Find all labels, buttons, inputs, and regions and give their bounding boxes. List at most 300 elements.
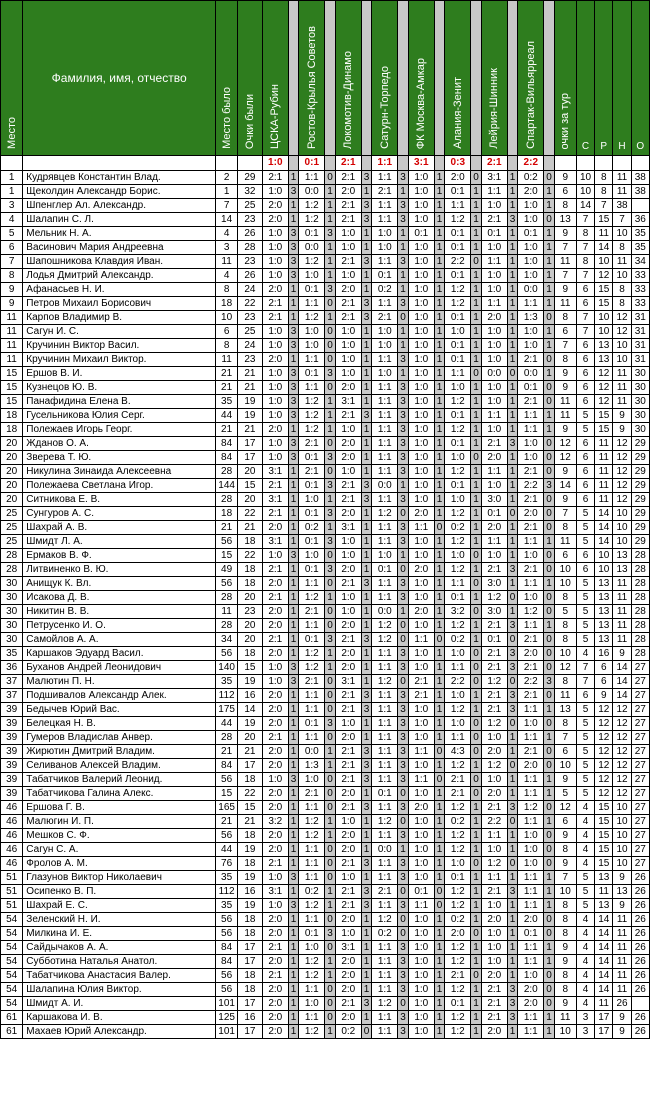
- stat-o: 31: [631, 311, 649, 325]
- match-points-cell: 0: [471, 577, 481, 591]
- prediction-cell: 2:0: [445, 171, 471, 185]
- match-points-cell: 3: [398, 577, 408, 591]
- prediction-cell: 1:1: [408, 745, 434, 759]
- prediction-cell: 0:1: [481, 227, 507, 241]
- match-points-cell: 3: [288, 871, 298, 885]
- stat-s: 6: [576, 367, 594, 381]
- prediction-cell: 1:1: [481, 409, 507, 423]
- stat-s: 5: [576, 885, 594, 899]
- prediction-cell: 1:2: [445, 619, 471, 633]
- stat-n: 14: [613, 689, 631, 703]
- match-points-cell: 0: [544, 829, 554, 843]
- prediction-cell: 1:1: [518, 815, 544, 829]
- match-points-cell: 3: [361, 409, 371, 423]
- player-name: Шапошникова Клавдия Иван.: [23, 255, 216, 269]
- player-name: Шахрай А. В.: [23, 521, 216, 535]
- points-before: 25: [238, 199, 262, 213]
- stat-s: 5: [576, 745, 594, 759]
- stat-n: 14: [613, 675, 631, 689]
- stat-r: 14: [595, 913, 613, 927]
- match-points-cell: 1: [507, 913, 517, 927]
- stat-r: 11: [595, 493, 613, 507]
- prediction-cell: 1:2: [299, 255, 325, 269]
- player-name: Милкина И. Е.: [23, 927, 216, 941]
- match-points-cell: 3: [398, 717, 408, 731]
- match-points-cell: 1: [288, 913, 298, 927]
- stat-n: 12: [613, 703, 631, 717]
- match-points-cell: 1: [434, 451, 444, 465]
- stat-n: 13: [613, 885, 631, 899]
- stat-r: 11: [595, 437, 613, 451]
- points-before: 15: [238, 479, 262, 493]
- prediction-cell: 1:1: [408, 521, 434, 535]
- prediction-cell: 1:1: [372, 199, 398, 213]
- place-before: 35: [215, 395, 237, 409]
- stat-r: 12: [595, 269, 613, 283]
- place-before: 15: [215, 549, 237, 563]
- stat-n: 12: [613, 717, 631, 731]
- place-before: 11: [215, 605, 237, 619]
- prediction-cell: 1:2: [445, 885, 471, 899]
- prediction-cell: 1:0: [262, 339, 288, 353]
- points-before: 18: [238, 969, 262, 983]
- match-points-cell: 3: [398, 353, 408, 367]
- match-points-cell: 3: [398, 801, 408, 815]
- match-points-cell: 1: [288, 563, 298, 577]
- prediction-cell: 1:1: [481, 829, 507, 843]
- player-name: Литвиненко В. Ю.: [23, 563, 216, 577]
- stat-o: 29: [631, 479, 649, 493]
- prediction-cell: 1:0: [518, 241, 544, 255]
- match-points-cell: 1: [471, 269, 481, 283]
- prediction-cell: 1:1: [372, 661, 398, 675]
- match-points-cell: 1: [398, 227, 408, 241]
- match-points-cell: 3: [398, 745, 408, 759]
- player-name: Махаев Юрий Александр.: [23, 1025, 216, 1039]
- place-before: 21: [215, 521, 237, 535]
- points-before: 24: [238, 339, 262, 353]
- stat-o: 26: [631, 1011, 649, 1025]
- table-row: [1, 199, 650, 213]
- prediction-cell: 2:1: [299, 675, 325, 689]
- table-row: [1, 437, 650, 451]
- prediction-cell: 1:1: [372, 423, 398, 437]
- prediction-cell: 2:1: [481, 563, 507, 577]
- match-points-cell: 1: [288, 605, 298, 619]
- stat-o: 26: [631, 899, 649, 913]
- match-points-cell: 0: [507, 367, 517, 381]
- match-points-cell: 3: [398, 521, 408, 535]
- table-row: [1, 325, 650, 339]
- match-points-cell: 3: [398, 465, 408, 479]
- match-points-cell: 1: [471, 395, 481, 409]
- match-points-cell: 3: [288, 241, 298, 255]
- prediction-cell: 1:0: [408, 591, 434, 605]
- match-points-cell: 1: [434, 213, 444, 227]
- table-row: [1, 857, 650, 871]
- match-points-cell: 1: [507, 241, 517, 255]
- prediction-cell: 0:1: [445, 871, 471, 885]
- stat-o: 27: [631, 689, 649, 703]
- match-points-cell: 1: [507, 479, 517, 493]
- match-points-cell: 1: [434, 577, 444, 591]
- prediction-cell: 2:0: [518, 997, 544, 1011]
- match-points-cell: 1: [288, 941, 298, 955]
- stat-o: 27: [631, 857, 649, 871]
- stat-n: 12: [613, 731, 631, 745]
- match-points-cell: 0: [544, 493, 554, 507]
- prediction-cell: 3:1: [481, 171, 507, 185]
- match-points-cell: 1: [398, 269, 408, 283]
- prediction-cell: 2:1: [335, 213, 361, 227]
- stat-s: 5: [576, 787, 594, 801]
- prediction-cell: 1:0: [408, 829, 434, 843]
- match-points-cell: 3: [507, 647, 517, 661]
- table-row: [1, 409, 650, 423]
- prediction-cell: 1:2: [445, 535, 471, 549]
- prediction-cell: 2:0: [335, 787, 361, 801]
- match-points-cell: 0: [507, 815, 517, 829]
- match-points-cell: 1: [288, 311, 298, 325]
- prediction-cell: 0:1: [445, 409, 471, 423]
- tour-points: 8: [554, 927, 576, 941]
- tour-points: 12: [554, 451, 576, 465]
- prediction-cell: 1:1: [299, 983, 325, 997]
- prediction-cell: 1:1: [299, 731, 325, 745]
- prediction-cell: 1:0: [445, 381, 471, 395]
- match-points-cell: 1: [288, 983, 298, 997]
- stat-s: 7: [576, 213, 594, 227]
- prediction-cell: 1:0: [262, 675, 288, 689]
- points-before: 23: [238, 255, 262, 269]
- place: 20: [1, 493, 23, 507]
- prediction-cell: 1:0: [408, 325, 434, 339]
- place: 30: [1, 619, 23, 633]
- match-points-cell: 3: [398, 759, 408, 773]
- match-points-cell: 3: [398, 493, 408, 507]
- prediction-cell: 2:1: [335, 633, 361, 647]
- prediction-cell: 0:1: [445, 339, 471, 353]
- match-points-cell: 1: [544, 339, 554, 353]
- match-points-cell: 1: [325, 213, 335, 227]
- match-points-cell: 0: [325, 619, 335, 633]
- prediction-cell: 1:1: [372, 717, 398, 731]
- tour-points: 6: [554, 325, 576, 339]
- stat-n: 10: [613, 801, 631, 815]
- stat-o: 33: [631, 283, 649, 297]
- table-row: [1, 227, 650, 241]
- match-points-cell: 1: [507, 199, 517, 213]
- match-points-cell: 1: [361, 367, 371, 381]
- table-row: [1, 171, 650, 185]
- match-points-cell: 1: [325, 241, 335, 255]
- match-points-cell: 1: [361, 283, 371, 297]
- prediction-cell: 0:1: [299, 633, 325, 647]
- stat-s: 4: [576, 843, 594, 857]
- table-row: [1, 983, 650, 997]
- match-points-cell: 0: [325, 465, 335, 479]
- prediction-cell: 2:0: [335, 563, 361, 577]
- points-before: 21: [238, 367, 262, 381]
- stat-n: 10: [613, 339, 631, 353]
- stat-s: 5: [576, 899, 594, 913]
- prediction-cell: 1:0: [335, 549, 361, 563]
- prediction-cell: 1:0: [518, 857, 544, 871]
- stat-n: 11: [613, 367, 631, 381]
- stat-n: 12: [613, 465, 631, 479]
- match-points-cell: 0: [544, 563, 554, 577]
- stat-r: 8: [595, 171, 613, 185]
- match-points-cell: 1: [471, 465, 481, 479]
- match-points-cell: 0: [325, 843, 335, 857]
- match-points-cell: 1: [507, 325, 517, 339]
- match-points-cell: 3: [398, 423, 408, 437]
- points-before: 16: [238, 1011, 262, 1025]
- match-points-cell: 1: [544, 367, 554, 381]
- match-points-cell: 3: [398, 591, 408, 605]
- stat-r: 12: [595, 703, 613, 717]
- place-before: 44: [215, 409, 237, 423]
- header-match-7: Лейрия-Шинник: [481, 1, 507, 156]
- place-before: 10: [215, 311, 237, 325]
- prediction-cell: 1:2: [445, 297, 471, 311]
- points-before: 22: [238, 297, 262, 311]
- prediction-cell: 2:1: [262, 507, 288, 521]
- match-points-cell: 1: [471, 199, 481, 213]
- prediction-cell: 2:1: [262, 969, 288, 983]
- prediction-cell: 1:0: [481, 731, 507, 745]
- prediction-cell: 2:1: [372, 885, 398, 899]
- prediction-cell: 2:0: [335, 619, 361, 633]
- actual-score: 1:0: [262, 156, 288, 171]
- prediction-cell: 1:1: [372, 773, 398, 787]
- tour-points: 8: [554, 619, 576, 633]
- prediction-cell: 1:0: [408, 409, 434, 423]
- prediction-cell: 3:1: [262, 493, 288, 507]
- match-points-cell: 1: [361, 619, 371, 633]
- player-name: Шалапин С. Л.: [23, 213, 216, 227]
- stat-r: 16: [595, 647, 613, 661]
- points-before: 20: [238, 731, 262, 745]
- prediction-cell: 1:1: [299, 913, 325, 927]
- match-points-cell: 1: [471, 535, 481, 549]
- stat-o: 28: [631, 549, 649, 563]
- match-points-cell: 0: [544, 437, 554, 451]
- prediction-cell: 1:0: [335, 717, 361, 731]
- match-points-cell: 3: [325, 633, 335, 647]
- points-before: 21: [238, 381, 262, 395]
- player-name: Шмидт А. И.: [23, 997, 216, 1011]
- prediction-cell: 1:0: [408, 437, 434, 451]
- player-name: Фролов А. М.: [23, 857, 216, 871]
- prediction-cell: 1:2: [518, 801, 544, 815]
- prediction-cell: 1:0: [445, 549, 471, 563]
- match-points-cell: 1: [434, 563, 444, 577]
- match-points-cell: 0: [398, 633, 408, 647]
- prediction-cell: 1:1: [518, 899, 544, 913]
- match-points-cell: 1: [544, 409, 554, 423]
- stat-s: 5: [576, 731, 594, 745]
- stat-s: 5: [576, 773, 594, 787]
- prediction-cell: 2:1: [335, 409, 361, 423]
- prediction-cell: 2:0: [262, 955, 288, 969]
- prediction-cell: 1:0: [481, 381, 507, 395]
- match-points-cell: 0: [544, 171, 554, 185]
- prediction-cell: 1:0: [445, 451, 471, 465]
- match-points-cell: 0: [325, 871, 335, 885]
- stat-r: 14: [595, 983, 613, 997]
- prediction-cell: 1:0: [481, 395, 507, 409]
- prediction-cell: 1:1: [518, 619, 544, 633]
- place-before: 49: [215, 563, 237, 577]
- match-points-cell: 0: [361, 1025, 371, 1039]
- points-before: 17: [238, 941, 262, 955]
- stat-s: 14: [576, 199, 594, 213]
- stat-o: 28: [631, 591, 649, 605]
- header-place-before: Место было: [215, 1, 237, 156]
- place: 54: [1, 955, 23, 969]
- prediction-cell: 2:1: [335, 255, 361, 269]
- match-points-cell: 3: [288, 381, 298, 395]
- match-points-cell: 3: [398, 395, 408, 409]
- match-points-cell: 1: [507, 1025, 517, 1039]
- match-points-cell: 3: [507, 689, 517, 703]
- stat-r: 10: [595, 325, 613, 339]
- prediction-cell: 1:0: [408, 423, 434, 437]
- match-points-cell: 3: [325, 283, 335, 297]
- match-points-cell: 1: [288, 577, 298, 591]
- prediction-cell: 1:2: [299, 213, 325, 227]
- match-points-cell: 3: [398, 773, 408, 787]
- match-points-cell: 3: [398, 857, 408, 871]
- prediction-cell: 2:0: [262, 1011, 288, 1025]
- prediction-cell: 1:1: [372, 969, 398, 983]
- match-points-cell: 1: [471, 815, 481, 829]
- match-points-cell: 3: [507, 885, 517, 899]
- match-points-cell: 1: [434, 731, 444, 745]
- match-points-cell: 1: [398, 339, 408, 353]
- table-row: [1, 997, 650, 1011]
- match-points-cell: 3: [361, 479, 371, 493]
- stat-s: 6: [576, 437, 594, 451]
- prediction-cell: 1:0: [518, 213, 544, 227]
- match-points-cell: 0: [325, 437, 335, 451]
- match-points-cell: 1: [361, 983, 371, 997]
- table-row: [1, 913, 650, 927]
- match-points-cell: 3: [361, 493, 371, 507]
- prediction-cell: 2:2: [445, 255, 471, 269]
- stat-o: 26: [631, 941, 649, 955]
- prediction-cell: 1:0: [408, 913, 434, 927]
- match-points-cell: 1: [361, 423, 371, 437]
- tour-points: 13: [554, 703, 576, 717]
- match-points-cell: 3: [325, 507, 335, 521]
- match-points-cell: 0: [325, 297, 335, 311]
- stat-s: 4: [576, 857, 594, 871]
- match-points-cell: 1: [434, 535, 444, 549]
- match-points-cell: 1: [434, 199, 444, 213]
- match-points-cell: 0: [544, 395, 554, 409]
- place: 54: [1, 997, 23, 1011]
- match-points-cell: 3: [398, 871, 408, 885]
- prediction-cell: 0:1: [481, 633, 507, 647]
- match-points-cell: 1: [434, 465, 444, 479]
- header-match-1: ЦСКА-Рубин: [262, 1, 288, 156]
- tour-points: 7: [554, 871, 576, 885]
- stat-r: 12: [595, 731, 613, 745]
- place-before: 56: [215, 773, 237, 787]
- header-o: О: [631, 1, 649, 156]
- prediction-cell: 0:2: [518, 171, 544, 185]
- place-before: 4: [215, 227, 237, 241]
- match-points-cell: 1: [361, 339, 371, 353]
- place: 18: [1, 409, 23, 423]
- stat-r: 15: [595, 801, 613, 815]
- place-before: 101: [215, 997, 237, 1011]
- match-points-cell: 1: [471, 437, 481, 451]
- prediction-cell: 1:0: [408, 983, 434, 997]
- prediction-cell: 1:0: [335, 269, 361, 283]
- stat-r: 13: [595, 339, 613, 353]
- match-points-cell: 1: [471, 409, 481, 423]
- match-points-cell: 1: [434, 591, 444, 605]
- table-row: [1, 213, 650, 227]
- match-points-cell: 1: [325, 423, 335, 437]
- stat-n: 10: [613, 507, 631, 521]
- table-row: [1, 479, 650, 493]
- prediction-cell: 1:0: [408, 311, 434, 325]
- place-before: 44: [215, 717, 237, 731]
- prediction-cell: 2:1: [481, 983, 507, 997]
- stat-o: 30: [631, 423, 649, 437]
- prediction-cell: 2:1: [299, 437, 325, 451]
- prediction-cell: 2:1: [262, 297, 288, 311]
- table-row: [1, 339, 650, 353]
- match-points-cell: 3: [288, 661, 298, 675]
- prediction-cell: 1:0: [299, 549, 325, 563]
- match-points-cell: 0: [434, 745, 444, 759]
- prediction-cell: 0:1: [408, 885, 434, 899]
- stat-o: 29: [631, 451, 649, 465]
- prediction-cell: 1:0: [445, 857, 471, 871]
- stat-o: 29: [631, 507, 649, 521]
- match-points-cell: 0: [434, 773, 444, 787]
- match-points-cell: 3: [507, 703, 517, 717]
- prediction-cell: 1:1: [372, 871, 398, 885]
- prediction-cell: 1:0: [481, 353, 507, 367]
- match-points-cell: 1: [434, 983, 444, 997]
- tour-points: 6: [554, 815, 576, 829]
- player-name: Петрусенко И. О.: [23, 619, 216, 633]
- tour-points: 9: [554, 465, 576, 479]
- stat-o: 30: [631, 409, 649, 423]
- prediction-cell: 2:0: [408, 563, 434, 577]
- table-row: [1, 955, 650, 969]
- match-points-cell: 1: [544, 227, 554, 241]
- prediction-cell: 2:1: [335, 773, 361, 787]
- match-points-cell: 1: [471, 955, 481, 969]
- prediction-cell: 1:1: [372, 1025, 398, 1039]
- prediction-cell: 2:0: [408, 605, 434, 619]
- prediction-cell: 2:0: [481, 787, 507, 801]
- stat-o: 30: [631, 395, 649, 409]
- match-points-cell: 3: [361, 899, 371, 913]
- match-points-cell: 1: [471, 311, 481, 325]
- match-points-cell: 0: [544, 213, 554, 227]
- prediction-cell: 1:0: [299, 773, 325, 787]
- match-points-cell: 1: [434, 423, 444, 437]
- table-row: [1, 1025, 650, 1039]
